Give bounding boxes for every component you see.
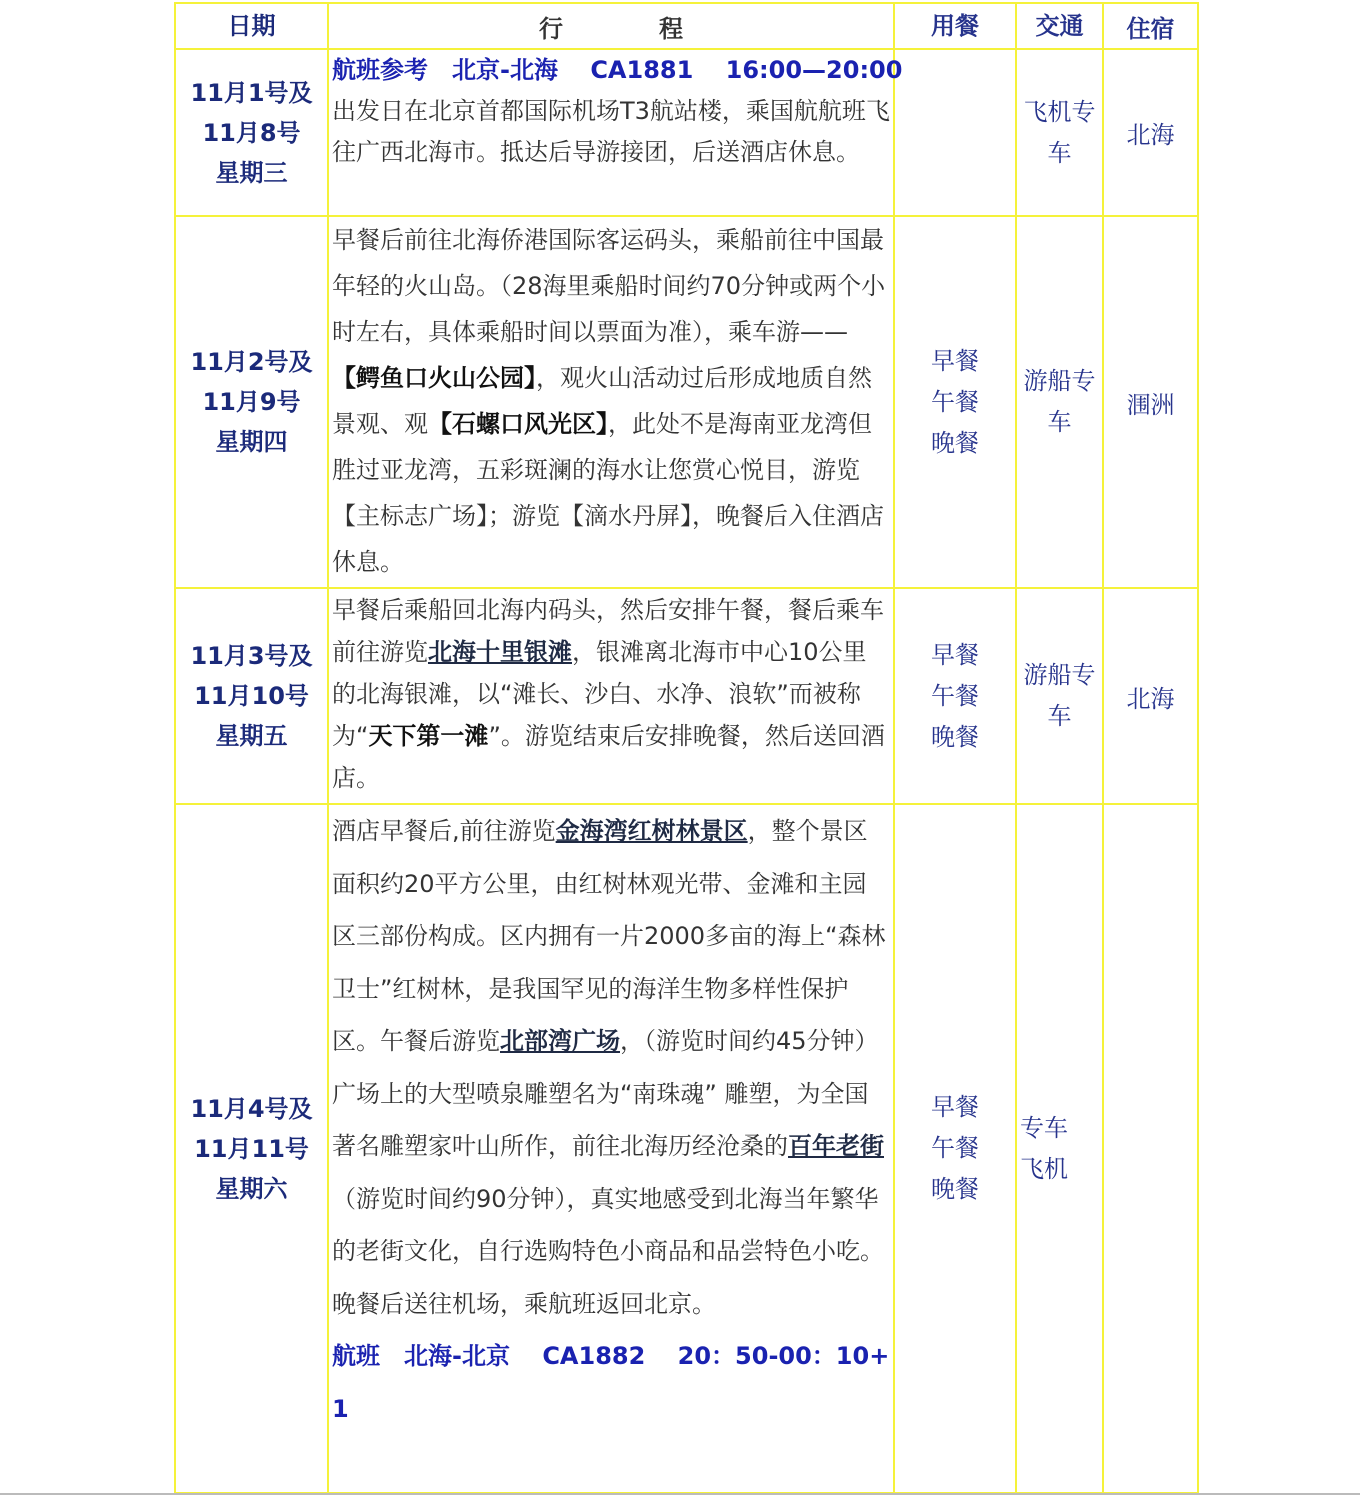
header-date: 日期	[175, 3, 328, 49]
transport-line: 专车	[1020, 1113, 1068, 1142]
table-header-row	[175, 3, 1198, 49]
itinerary-cell	[328, 804, 894, 1493]
text-segment: ，银滩离北海市中心10公里的北海银滩，以“滩长、沙白、水净、浪软”而被称为“	[332, 638, 867, 750]
text-segment: 早餐后乘船回北海内码头，然后安排午餐，餐后乘车前往游览	[332, 596, 884, 666]
flight-info: 航班 北海-北京 CA1882 20：50-00：10+1	[332, 1342, 890, 1423]
date-line: 11月2号及	[190, 348, 313, 376]
transport-line: 车	[1047, 138, 1072, 167]
lodging-cell	[1103, 804, 1198, 1493]
highlight-text: 【石螺口风光区】	[428, 410, 608, 438]
transport-line: 飞机	[1020, 1154, 1068, 1183]
meal-item: 午餐	[931, 1134, 979, 1162]
meal-item: 午餐	[931, 681, 979, 710]
date-cell	[175, 804, 328, 1493]
meal-item: 早餐	[931, 346, 979, 375]
text-segment: ，观火山活动过后形成地质自然景观、观	[332, 364, 872, 438]
attraction-link: 北部湾广场	[500, 1027, 620, 1055]
text-segment: ，此处不是海南亚龙湾但胜过亚龙湾，五彩斑澜的海水让您赏心悦目，游览【主标志广场】；游览【滴水丹屏】，晚餐后入住酒店休息。	[332, 410, 884, 576]
text-segment: ，（游览时间约45分钟）广场上的大型喷泉雕塑名为“南珠魂” 雕塑，为全国著名雕塑家叶山所作，前往北海历经沧桑的	[332, 1027, 879, 1160]
meals-cell	[894, 49, 1016, 216]
date-line: 11月1号及	[190, 78, 313, 107]
itinerary-table	[174, 2, 1199, 1494]
header-itinerary: 行 程	[328, 3, 894, 49]
transport-cell	[1016, 216, 1103, 588]
date-cell	[175, 216, 328, 588]
transport-cell	[1016, 588, 1103, 804]
header-meals: 用餐	[894, 3, 1016, 49]
table-row	[175, 588, 1198, 804]
meals-cell	[894, 216, 1016, 588]
itinerary-cell	[328, 588, 894, 804]
meal-item: 早餐	[931, 1093, 979, 1121]
date-cell	[175, 588, 328, 804]
highlight-text: 【鳄鱼口火山公园】	[332, 364, 536, 392]
table-row	[175, 49, 1198, 216]
date-line: 11月10号	[194, 682, 309, 710]
date-line: 11月4号及	[190, 1094, 313, 1123]
itinerary-text	[332, 91, 890, 173]
transport-line: 游船专	[1023, 661, 1096, 689]
date-cell	[175, 49, 328, 216]
itinerary-cell	[328, 216, 894, 588]
attraction-link: 百年老街	[788, 1132, 884, 1160]
text-segment: ，整个景区面积约20平方公里，由红树林观光带、金滩和主园区三部份构成。区内拥有一片2000多亩的海上“森林卫士”红树林，是我国罕见的海洋生物多样性保护区。午餐后游览	[332, 817, 886, 1055]
meals-cell	[894, 588, 1016, 804]
page-bottom-divider	[0, 1493, 1360, 1495]
lodging-cell: 涠洲	[1103, 216, 1198, 588]
date-line: 星期四	[215, 428, 288, 456]
date-line: 星期六	[215, 1174, 288, 1203]
header-lodging: 住宿	[1103, 3, 1198, 49]
meal-item: 早餐	[931, 640, 979, 669]
table-row	[175, 216, 1198, 588]
transport-line: 飞机专	[1023, 97, 1096, 126]
date-line: 星期三	[215, 158, 288, 187]
table-row	[175, 804, 1198, 1493]
lodging-cell: 北海	[1103, 588, 1198, 804]
date-line: 11月11号	[194, 1134, 309, 1163]
text-segment: ”。游览结束后安排晚餐，然后送回酒店。	[332, 722, 885, 792]
meal-item: 晚餐	[931, 722, 979, 751]
text-segment: 酒店早餐后,前往游览	[332, 817, 556, 845]
transport-cell	[1016, 804, 1103, 1493]
transport-line: 车	[1047, 702, 1072, 730]
text-segment: 出发日在北京首都国际机场T3航站楼，乘国航航班飞往广西北海市。抵达后导游接团，后送酒店休息。	[332, 97, 890, 166]
text-segment: 早餐后前往北海侨港国际客运码头，乘船前往中国最年轻的火山岛。（28海里乘船时间约70分钟或两个小时左右，具体乘船时间以票面为准），乘车游——	[332, 226, 886, 346]
flight-info: 航班参考 北京-北海 CA1881 16:00—20:00	[332, 56, 903, 84]
meal-item: 午餐	[931, 387, 979, 416]
itinerary-text	[332, 589, 890, 799]
transport-cell	[1016, 49, 1103, 216]
itinerary-text	[332, 217, 890, 585]
attraction-link: 金海湾红树林景区	[555, 817, 748, 845]
transport-line: 车	[1047, 408, 1072, 436]
date-line: 11月3号及	[190, 642, 313, 670]
text-segment: （游览时间约90分钟），真实地感受到北海当年繁华的老街文化，自行选购特色小商品和品尝特色小吃。晚餐后送往机场，乘航班返回北京。	[332, 1184, 884, 1318]
date-line: 11月8号	[202, 118, 301, 147]
itinerary-text	[332, 805, 890, 1330]
transport-line: 游船专	[1023, 367, 1096, 395]
attraction-link: 北海十里银滩	[428, 638, 572, 666]
meal-item: 晚餐	[931, 428, 979, 457]
meals-cell	[894, 804, 1016, 1493]
highlight-text: 天下第一滩	[368, 722, 489, 750]
lodging-cell: 北海	[1103, 49, 1198, 216]
itinerary-cell	[328, 49, 903, 216]
header-transport: 交通	[1016, 3, 1103, 49]
date-line: 星期五	[215, 722, 288, 750]
date-line: 11月9号	[202, 388, 301, 416]
meal-item: 晚餐	[931, 1175, 979, 1203]
